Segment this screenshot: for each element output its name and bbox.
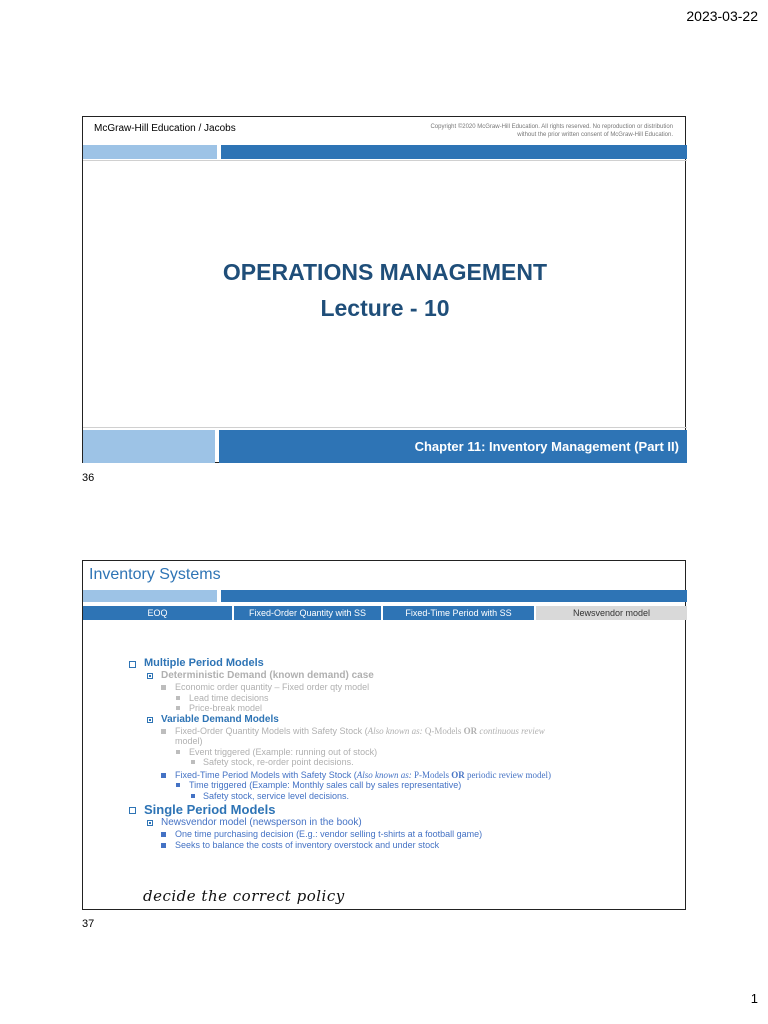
tab-newsvendor: Newsvendor model [536,606,687,620]
slide-number-36: 36 [82,472,95,484]
outline-item [129,840,679,851]
outline-text: Event triggered (Example: running out of stock) [189,746,378,757]
outline-text: Also known as: [367,725,423,736]
small-square-bullet-icon [176,706,180,710]
page-number: 1 [750,991,758,1006]
small-square-bullet-icon [176,696,180,700]
filled-square-bullet-icon [161,832,166,837]
chapter-label: Chapter 11: Inventory Management (Part II) [414,439,679,454]
outline-text: OR [463,725,478,736]
outline-item [129,736,679,747]
footer-bar-light [83,430,215,463]
outline-item [129,747,679,758]
copyright-line-2: without the prior written consent of McGraw-Hill Education. [517,132,673,138]
outline-text: Lead time decisions [189,692,269,703]
slide-37 [82,560,686,910]
outline-text: Deterministic Demand (known demand) case [161,670,374,681]
outline-text: Single Period Models [144,802,276,817]
small-square-bullet-icon [191,794,195,798]
slide-subtitle: Lecture - 10 [320,295,450,321]
outline-text: Safety stock, re-order point decisions. [203,757,354,767]
header-bar-dark [221,145,687,159]
outline-text: One time purchasing decision (E.g.: vendor selling t-shirts at a football game) [175,829,483,839]
slide-36 [82,116,686,463]
header-divider [83,160,687,161]
title-bar-dark [221,590,687,602]
handwritten-note: decide the correct policy [143,887,345,905]
outline-item [129,802,679,817]
outline-item [129,726,679,737]
model-tabs [83,606,687,620]
slide-number-37: 37 [82,918,95,930]
outline-item [129,757,679,768]
tab-fixed-time-period: Fixed-Time Period with SS [383,606,534,620]
outline-item [129,780,679,791]
tab-fixed-order-quantity: Fixed-Order Quantity with SS [234,606,381,620]
tab-eoq: EOQ [83,606,232,620]
filled-square-bullet-icon [161,843,166,848]
copyright-notice [373,123,673,139]
footer-divider [83,427,687,428]
outline-item [129,682,679,693]
outline-text: Economic order quantity – Fixed order qty model [175,682,370,692]
outline-text: P-Models [411,769,452,780]
filled-square-bullet-icon [161,729,166,734]
small-square-bullet-icon [191,760,195,764]
boxed-square-bullet-icon [147,717,153,723]
small-square-bullet-icon [176,750,180,754]
outline-text: model) [175,736,203,746]
outline-text: Variable Demand Models [161,713,279,725]
outline-item [129,714,679,726]
outline-text: OR [451,769,465,780]
outline-text: Time triggered (Example: Monthly sales call by sales representative) [189,780,462,790]
outline-text: Multiple Period Models [144,657,264,669]
slide-header-publisher: McGraw-Hill Education / Jacobs [94,123,236,134]
slide-title: Inventory Systems [89,566,221,583]
outline-text: Fixed-Order Quantity Models with Safety Stock ( [175,725,368,736]
outline-text: Fixed-Time Period Models with Safety Stock ( [175,769,357,780]
title-bar-light [83,590,217,602]
outline-item [129,693,679,704]
outline-item [129,703,679,714]
outline-text: Seeks to balance the costs of inventory overstock and under stock [175,839,440,850]
outline [129,657,679,850]
hollow-square-bullet-icon [129,661,136,668]
outline-item [129,791,679,802]
outline-item [129,770,679,781]
outline-item [129,817,679,829]
outline-text: Q-Models [422,725,464,736]
boxed-square-bullet-icon [147,820,153,826]
outline-item [129,829,679,840]
small-square-bullet-icon [176,783,180,787]
outline-text: Newsvendor model (newsperson in the book) [161,817,362,828]
print-date: 2023-03-22 [686,8,758,24]
outline-text: periodic review model) [464,769,551,780]
outline-item [129,657,679,670]
boxed-square-bullet-icon [147,673,153,679]
outline-text: Price-break model [189,703,263,713]
outline-text: Safety stock, service level decisions. [203,790,350,801]
outline-text: continuous review [477,725,545,736]
filled-square-bullet-icon [161,685,166,690]
hollow-square-bullet-icon [129,807,136,814]
header-bar-light [83,145,217,159]
outline-text: Also known as: [356,769,412,780]
outline-item [129,670,679,682]
copyright-line-1: Copyright ©2020 McGraw-Hill Education. All rights reserved. No reproduction or distribution [430,124,673,130]
filled-square-bullet-icon [161,773,166,778]
slide-title: OPERATIONS MANAGEMENT [222,259,548,285]
